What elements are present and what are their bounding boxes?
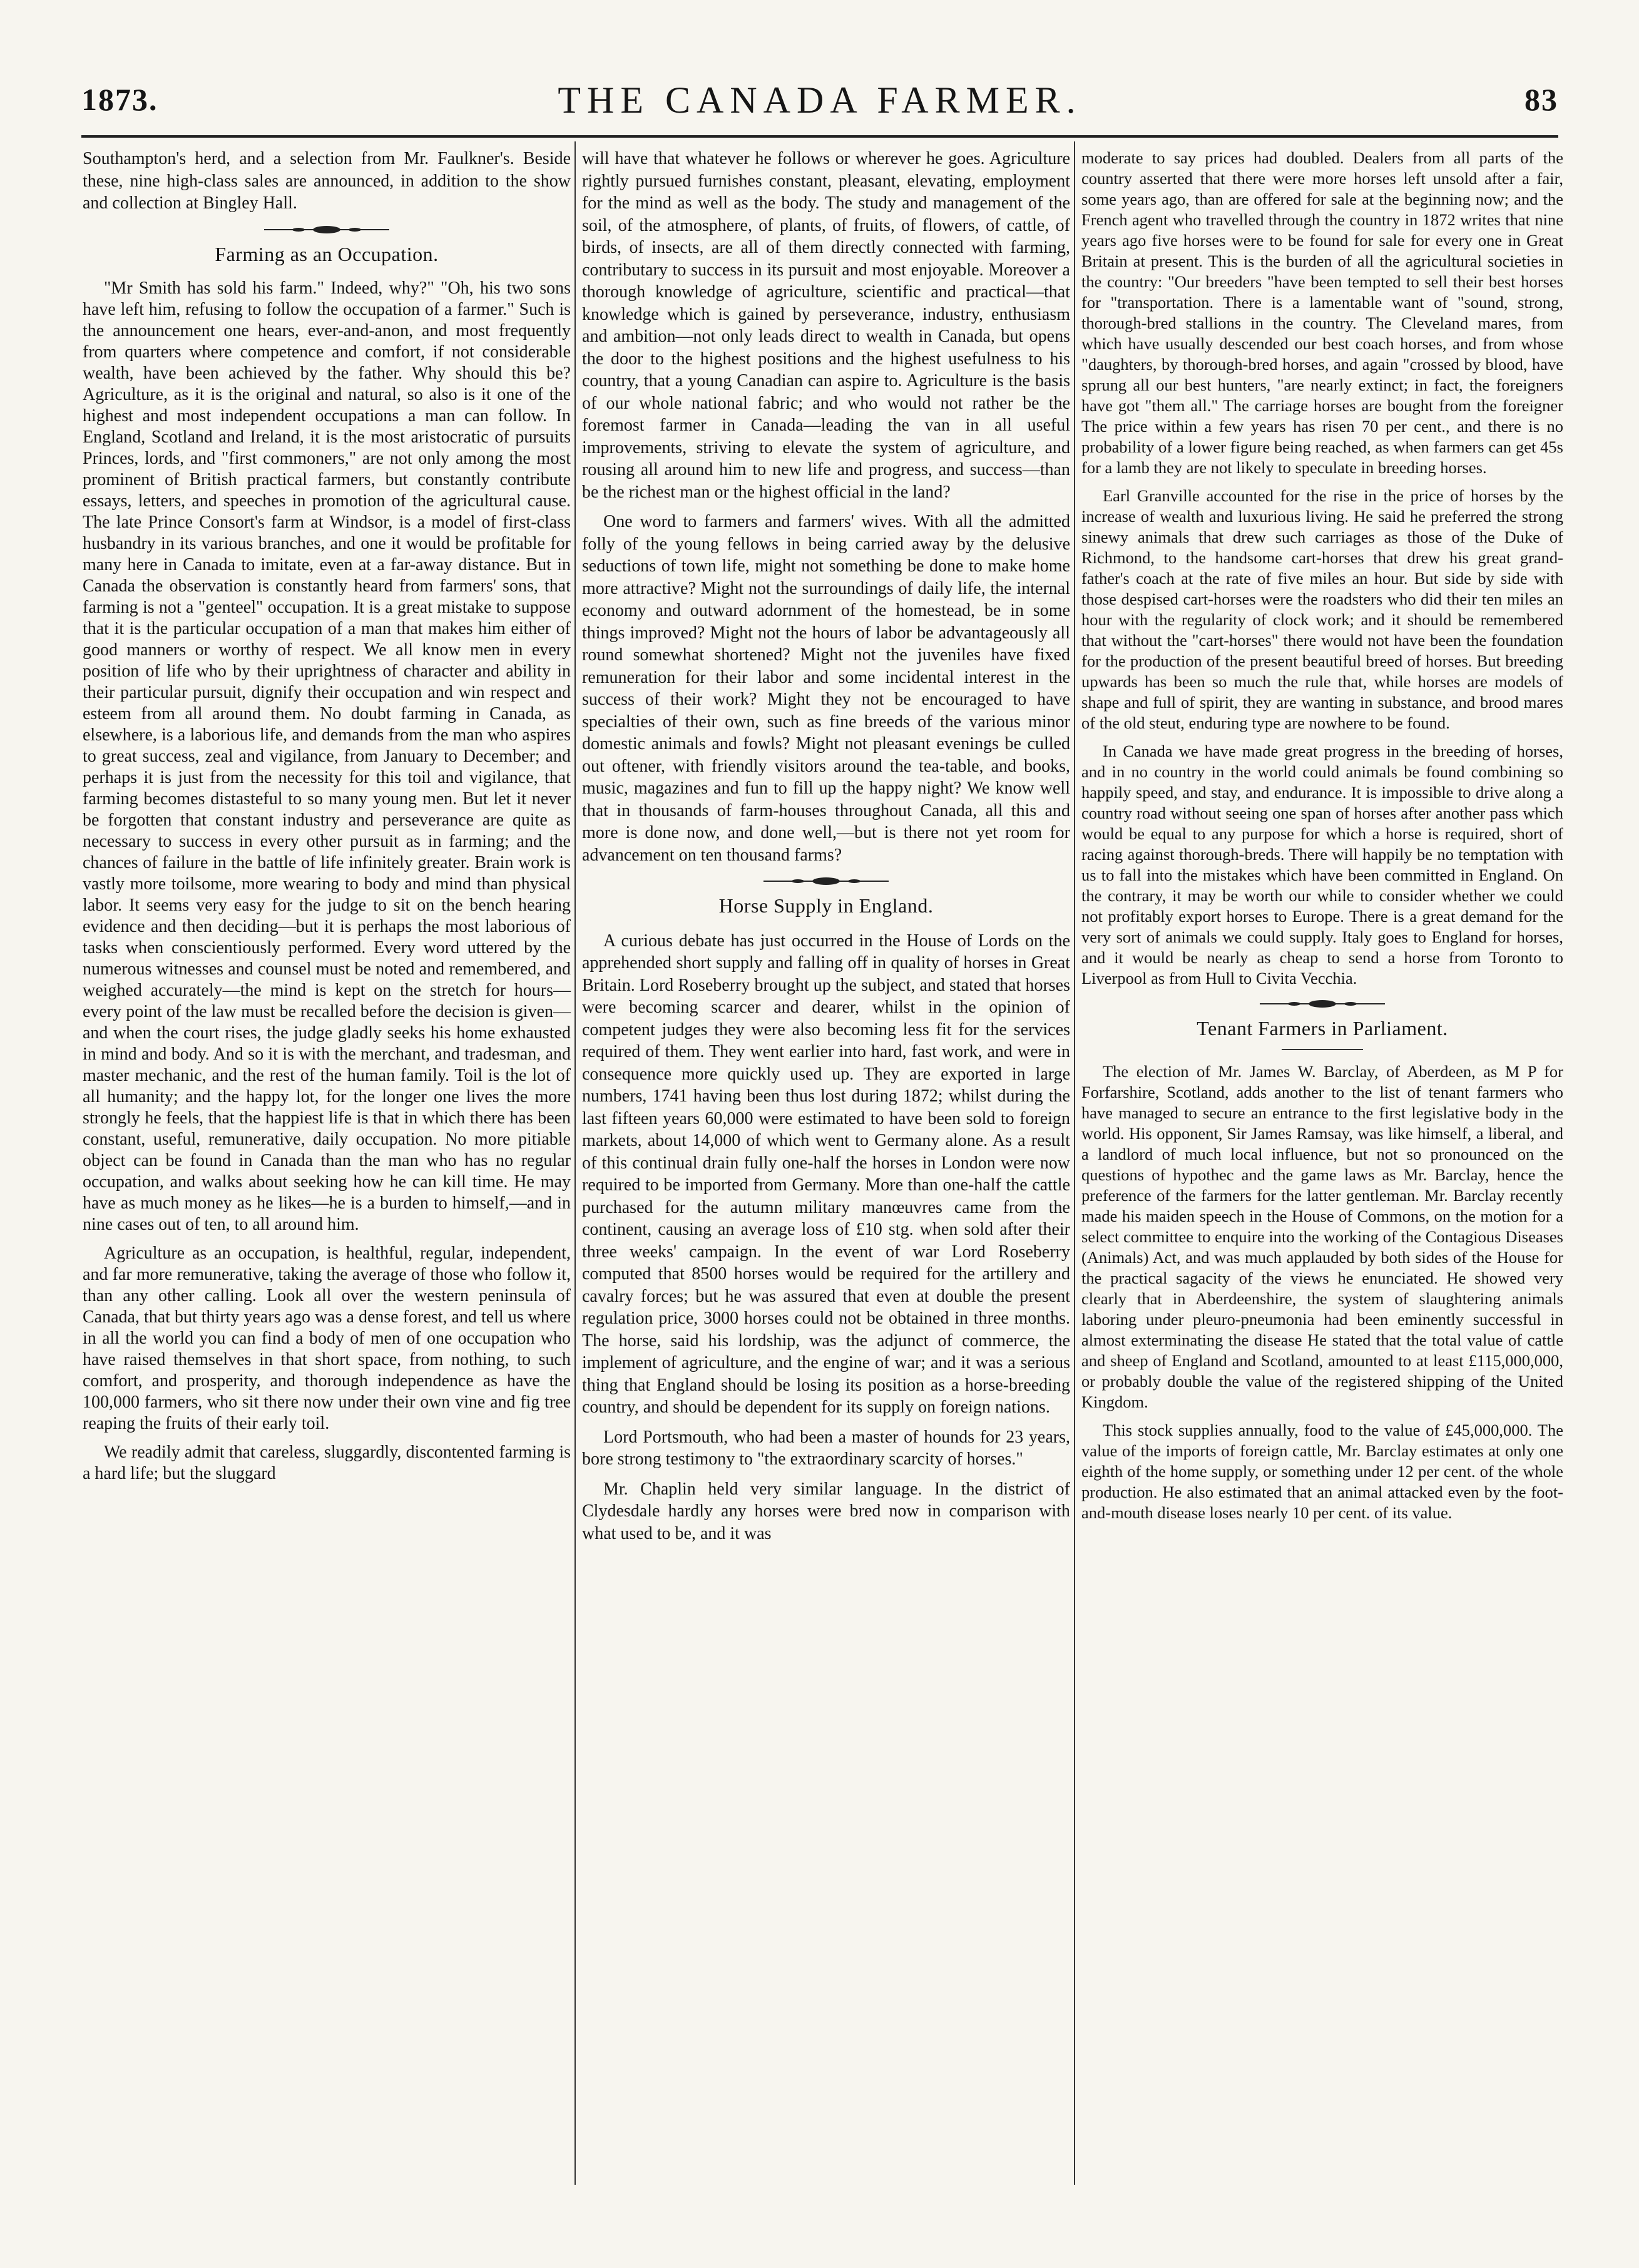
article-paragraph: Mr. Chaplin held very similar language. In the district of Clydesdale hardly any horses were bred now in comparison with what used to be, and it was xyxy=(582,1479,1070,1543)
heading-underline xyxy=(1282,1049,1363,1050)
article-paragraph: One word to farmers and farmers' wives. With all the admitted folly of the young fellows in being carried away by the delusive seductions of town life, might not something be done to make home more attractive? Might not the surroundings of daily life, the internal economy and outward adornment of the homestead, be in some things improved? Might not the hours of labor be advantageously all round somewhat shortened? Might not the juveniles have fixed remuneration for their labor and some incidental interest in the success of their work? Might they not be encouraged to have specialties of their own, such as fine breeds of the various minor domestic animals and fowls? Might not pleasant evenings be culled out oftener, with friendly visitors around the tea-table, and books, music, magazines and fun to fill up the happy night? We know well that in thousands of farm-houses throughout Canada, all this and more is done now, and done well,—but is there not yet room for advancement on ten thousand farms? xyxy=(582,512,1070,865)
article-paragraph: Lord Portsmouth, who had been a master of hounds for 23 years, bore strong testimony to "the extraordinary scarcity of horses." xyxy=(582,1427,1070,1469)
section-ornament xyxy=(582,874,1070,889)
newspaper-title: THE CANADA FARMER. xyxy=(558,79,1082,121)
article-paragraph: This stock supplies annually, food to the value of £45,000,000. The value of the imports of foreign cattle, Mr. Barclay estimates at only one eighth of the home supply, or something under 12 per cent. of the whole production. He also estimated that an animal attacked even by the foot-and-mouth disease loses nearly 10 per cent. of its value. xyxy=(1081,1420,1563,1522)
column-divider-1 xyxy=(574,141,576,2185)
article-paragraph: In Canada we have made great progress in the breeding of horses, and in no country in the world could animals be found combining so happily speed, and stay, and endurance. It is impossible to drive along a country road without seeing one span of horses after another pass which would be equal to any purpose for which a horse is required, short of racing against thorough-breds. There will happily be no temptation with us to fall into the mistakes which have been committed in England. On the contrary, it may be worth our while to consider whether we could not profitably export horses to Europe. There is a great demand for the very sort of animals we could supply. Italy goes to England for horses, and it would be nearly as cheap to send a horse from Toronto to Liverpool as from Hull to Civita Vecchia. xyxy=(1081,742,1563,988)
column-1 xyxy=(83,148,571,1492)
article-heading-horse-supply: Horse Supply in England. xyxy=(718,894,934,917)
article-paragraph: A curious debate has just occurred in the House of Lords on the apprehended short supply and falling off in quality of horses in Great Britain. Lord Roseberry brought up the subject, and stated that horses were becoming scarcer and dearer, whilst in the opinion of competent judges they were also becoming less fit for the services required of them. They went earlier into hard, fast work, and were in consequence more quickly used up. They are exported in large numbers, 1741 having been thus lost during 1872; whilst during the last fifteen years 60,000 were estimated to have been sold to foreign markets, about 14,000 of which went to Germany alone. As a result of this continual drain fully one-half the horses in London were now required to be imported from Germany. More than one-half the cattle purchased for the autumn military manœuvres came from the continent, causing an average loss of £10 stg. when sold after their three weeks' campaign. In the event of war Lord Roseberry computed that 8500 horses would be required for the artillery and cavalry forces; but he was assured that even at double the present regulation price, 3000 horses could not be obtained in three months. The horse, said his lordship, was the adjunct of commerce, the implement of agriculture, and the engine of war; and it was a serious thing that England should be losing its position as a horse-breeding country, and should be dependent for its supply on foreign nations. xyxy=(582,931,1070,1417)
article-paragraph: will have that whatever he follows or wherever he goes. Agriculture rightly pursued furnishes constant, pleasant, elevating, employment for the mind as well as the body. The study and management of the soil, of the atmosphere, of plants, of fruits, of flowers, of cattle, of birds, of insects, are all of them directly connected with farming, contributary to success in its pursuit and most enjoyable. Moreover a thorough knowledge of agriculture, scientific and practical—that knowledge which is gained by perseverance, industry, enthusiasm and ambition—not only leads direct to wealth in Canada, but opens the door to the highest positions and the highest usefulness to his country, that a young Canadian can aspire to. Agriculture is the basis of our whole national fabric; and who would not rather be the foremost farmer in Canada—leading the van in all useful improvements, striving to elevate the system of agriculture, and rousing all around him to new life and progress, and success—than be the richest man or the highest official in the land? xyxy=(582,149,1070,502)
header-rule xyxy=(81,135,1558,138)
article-paragraph: Earl Granville accounted for the rise in the price of horses by the increase of wealth and luxurious living. He said he preferred the strong sinewy animals that drew such carriages as those of the Duke of Richmond, to the handsome cart-horses that drew his great grand-father's coach at the rate of five miles an hour. But side by side with those despised cart-horses were the roadsters who did their ten miles an hour with the regularity of clock work; and it should be remembered that without the "cart-horses" there would not have been the foundation for the production of the present beautiful breed of horses. But breeding upwards has been so much the rule that, while horses are models of shape and full of spirit, they are wanting in substance, and brood mares of the old steut, enduring type are nowhere to be found. xyxy=(1081,486,1563,732)
section-ornament xyxy=(83,222,571,237)
column-divider-2 xyxy=(1074,141,1075,2185)
masthead xyxy=(81,81,1558,126)
column-2 xyxy=(582,148,1070,1552)
page-year: 1873. xyxy=(81,82,158,117)
column-3 xyxy=(1081,148,1563,1531)
article-paragraph: We readily admit that careless, sluggardly, discontented farming is a hard life; but the sluggard xyxy=(83,1443,571,1483)
section-ornament xyxy=(1081,996,1563,1011)
article-paragraph: The election of Mr. James W. Barclay, of Aberdeen, as M P for Forfarshire, Scotland, adds another to the list of tenant farmers who have managed to secure an entrance to the first legislative body in the world. His opponent, Sir James Ramsay, was like himself, a liberal, and a landlord of much local influence, but not so pronounced on the questions of hypothec and the game laws as Mr. Barclay, hence the preference of the farmers for the latter gentleman. Mr. Barclay recently made his maiden speech in the House of Commons, on the motion for a select committee to enquire into the working of the Contagious Diseases (Animals) Act, and was much applauded by both sides of the House for the practical sagacity of the views he enunciated. He showed very clearly that in Aberdeenshire, the system of slaughtering animals laboring under pleuro-pneumonia had been eminently successful in almost exterminating the disease He stated that the total value of cattle and sheep of England and Scotland, amounted to at least £115,000,000, or probably double the value of the registered shipping of the United Kingdom. xyxy=(1081,1061,1563,1411)
article-paragraph: Agriculture as an occupation, is healthful, regular, independent, and far more remunerative, taking the average of those who follow it, than any other calling. Look all over the western peninsula of Canada, that but thirty years ago was a dense forest, and tell us where in all the world you can find a body of men of one occupation who have raised themselves in that short space, from nothing, to such comfort, and prosperity, and thorough independence as have the 100,000 farmers, who sit there now under their own vine and fig tree reaping the fruits of their early toil. xyxy=(83,1244,571,1433)
article-paragraph: moderate to say prices had doubled. Dealers from all parts of the country asserted that there were more horses left unsold after a fair, some years ago, than are offered for sale at the beginning now; and the French agent who travelled through the country in 1872 writes that nine years ago five horses were to be found for sale for every one in Great Britain at present. This is the burden of all the agricultural societies in the country: "Our breeders "have been tempted to sell their best horses for "transportation. There is a lamentable want of "sound, strong, thorough-bred stallions in the country. The Cleveland mares, from which have usually descended our best coach horses, and from whose "daughters, by thorough-bred horses, and again "crossed by blood, have sprung all our best hunters, "are nearly extinct; in fact, the foreigners have got "them all." The carriage horses are bought from the foreigner The price within a few years has risen 70 per cent., and there is no probability of a lower figure being reached, as when farmers can get 45s for a lamb they are not likely to speculate in breeding horses. xyxy=(1081,148,1563,477)
page-number: 83 xyxy=(1524,82,1558,117)
article-heading-tenant-farmers: Tenant Farmers in Parliament. xyxy=(1197,1017,1448,1040)
continued-paragraph: Southampton's herd, and a selection from Mr. Faulkner's. Beside these, nine high-class sales are announced, in addition to the show and collection at Bingley Hall. xyxy=(83,149,571,213)
article-paragraph: "Mr Smith has sold his farm." Indeed, why?" "Oh, his two sons have left him, refusing to follow the occupation of a farmer." Such is the announcement one hears, ever-and-anon, and most frequently from quarters where competence and comfort, if not considerable wealth, have been achieved by the father. Why should this be? Agriculture, as it is the original and natural, so also is it one of the highest and most independent occupations a man can follow. In England, Scotland and Ireland, it is the most aristocratic of pursuits Princes, lords, and "first commoners," are not only among the most prominent of British practical farmers, but constantly contribute essays, letters, and speeches in promotion of the agricultural cause. The late Prince Consort's farm at Windsor, is a model of first-class husbandry in its various branches, and one it would be profitable for many here in Canada to imitate, even at a far-away distance. But in Canada the observation is constantly heard from farmers' sons, that farming is not a "genteel" occupation. It is a great mistake to suppose that it is the particular occupation of a man that makes him either of good manners or worthy of respect. We all know men in every position of life who by their uprightness of character and ability in their particular pursuit, dignify their occupation and win respect and esteem from all around them. No doubt farming in Canada, as elsewhere, is a laborious life, and demands from the man who aspires to great success, zeal and vigilance, from January to December; and perhaps it is just from the necessity for this toil and vigilance, that farming becomes distasteful to so many young men. But let it never be forgotten that constant industry and perseverance are quite as necessary to success in every other pursuit as in farming; and the chances of failure in the battle of life infinitely greater. Brain work is vastly more toilsome, more wearing to body and mind than physical labor. It seems very easy for the judge to sit on the bench hearing evidence and then deciding—but it is perhaps the most laborious of tasks when conscientiously performed. Every word uttered by the numerous witnesses and counsel must be noted and remembered, and weighed accurately—the mind is kept on the stretch for hours—every point of the law must be recalled before the decision is given—and when the court rises, the judge gladly seeks his home exhausted in mind and body. And so it is with the merchant, and tradesman, and master mechanic, and the rest of the human family. Toil is the lot of all humanity; and the happy lot, for the longer one lives the more strongly he feels, that the happiest life is that in which there has been constant, useful, remunerative, daily occupation. No more pitiable object can be found in Canada than the man who has no regular occupation, and walks about seeking how he can kill time. He may have as much money as he likes—he is a burden to himself,—and in nine cases out of ten, to all around him. xyxy=(83,278,571,1234)
article-heading-farming: Farming as an Occupation. xyxy=(215,242,439,265)
